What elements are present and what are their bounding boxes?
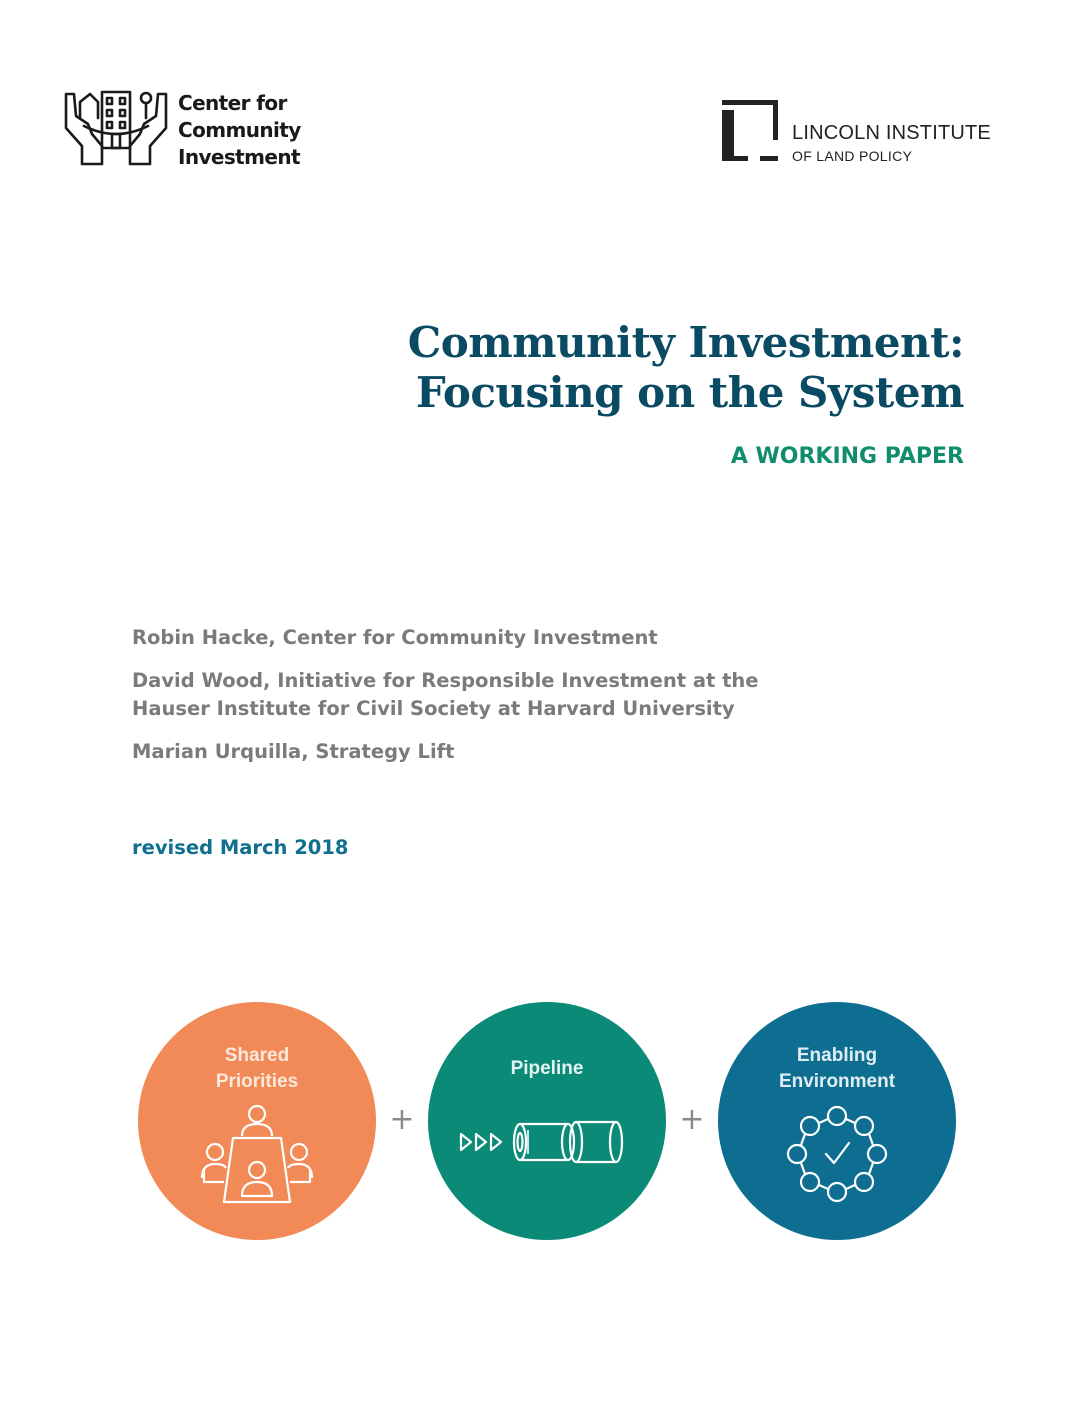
lincoln-logo	[720, 100, 1010, 164]
title-line: Focusing on the System	[415, 368, 964, 417]
plus-connector: +	[389, 1102, 415, 1137]
author-entry	[132, 624, 759, 652]
author-line: Marian Urquilla, Strategy Lift	[132, 740, 455, 763]
author-line: David Wood, Initiative for Responsible Investment at the	[132, 669, 759, 692]
pipeline-icon	[428, 1002, 666, 1240]
author-entry	[132, 667, 759, 723]
pillar-label-line: Environment	[778, 1071, 896, 1092]
cci-name-line: Center for	[178, 91, 287, 115]
subtitle: A WORKING PAPER	[730, 444, 964, 469]
cci-name-line: Community	[178, 118, 301, 142]
pillar-pipeline	[428, 1002, 666, 1240]
pillar-shared-priorities	[138, 1002, 376, 1240]
lincoln-subname: OF LAND POLICY	[792, 148, 913, 164]
pillar-label-line: Enabling	[796, 1045, 878, 1066]
author-line: Robin Hacke, Center for Community Investment	[132, 626, 658, 649]
author-list	[132, 624, 759, 766]
page-title	[408, 318, 964, 418]
author-line: Hauser Institute for Civil Society at Harvard University	[132, 697, 735, 720]
network-check-icon	[718, 1002, 956, 1240]
title-line: Community Investment:	[407, 318, 964, 367]
author-entry	[132, 738, 759, 766]
plus-connector: +	[679, 1102, 705, 1137]
pillar-label-line: Shared	[224, 1045, 290, 1066]
lincoln-name: LINCOLN INSTITUTE	[792, 122, 991, 144]
pillar-label-line: Priorities	[215, 1071, 299, 1092]
revision-date: revised March 2018	[132, 836, 349, 859]
meeting-table-icon	[138, 1002, 376, 1240]
bracket-mark-icon	[720, 100, 784, 164]
cci-name-line: Investment	[178, 145, 300, 169]
hands-building-icon	[62, 88, 170, 172]
pillar-enabling-environment	[718, 1002, 956, 1240]
pillar-label-line: Pipeline	[510, 1058, 584, 1079]
cci-logo	[62, 88, 312, 172]
